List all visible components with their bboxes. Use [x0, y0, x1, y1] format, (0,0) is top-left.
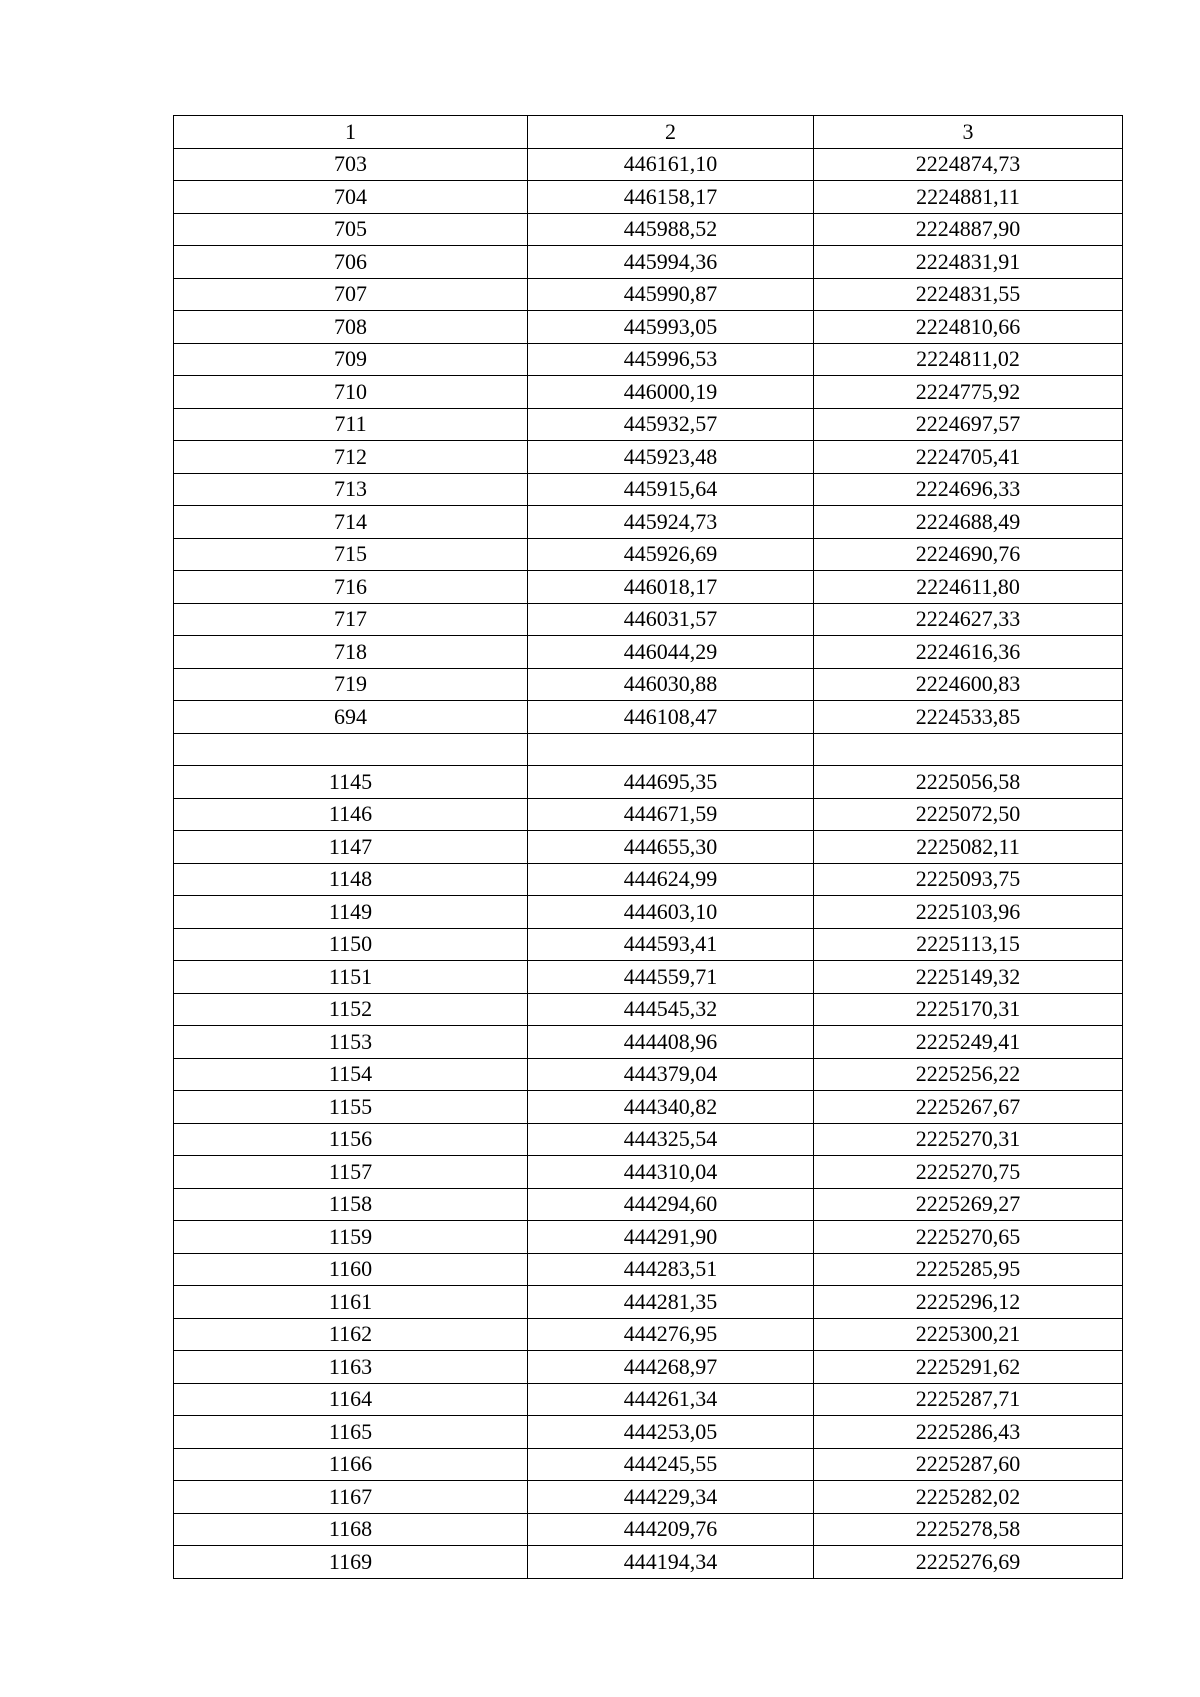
- table-cell-col-2: 444310,04: [528, 1156, 814, 1189]
- table-row: [174, 896, 1123, 929]
- table-cell-col-1: 1164: [174, 1383, 528, 1416]
- column-header-1: 1: [174, 116, 528, 149]
- table-cell-col-3: 2224696,33: [814, 473, 1123, 506]
- table-cell-col-2: 445988,52: [528, 213, 814, 246]
- table-cell-col-1: 1154: [174, 1058, 528, 1091]
- table-cell-col-3: 2225286,43: [814, 1416, 1123, 1449]
- table-cell-col-1: 1159: [174, 1221, 528, 1254]
- table-cell-col-2: 446000,19: [528, 376, 814, 409]
- table-cell-col-2: 444245,55: [528, 1448, 814, 1481]
- table-cell-col-1: 718: [174, 636, 528, 669]
- table-cell-col-3: 2225291,62: [814, 1351, 1123, 1384]
- table-row: [174, 1058, 1123, 1091]
- table-cell-col-3: 2224616,36: [814, 636, 1123, 669]
- table-cell-col-3: 2224705,41: [814, 441, 1123, 474]
- table-row: [174, 993, 1123, 1026]
- table-row: [174, 1091, 1123, 1124]
- table-cell-col-3: 2225287,71: [814, 1383, 1123, 1416]
- table-cell-col-3: 2225093,75: [814, 863, 1123, 896]
- table-row: [174, 1351, 1123, 1384]
- table-cell-col-2: 444194,34: [528, 1546, 814, 1579]
- table-cell-col-3: 2225300,21: [814, 1318, 1123, 1351]
- table-cell-col-3: 2225287,60: [814, 1448, 1123, 1481]
- table-cell-col-3: 2225278,58: [814, 1513, 1123, 1546]
- table-cell-col-1: 710: [174, 376, 528, 409]
- table-cell-col-3: 2225285,95: [814, 1253, 1123, 1286]
- table-cell-col-1: 719: [174, 668, 528, 701]
- table-cell-col-2: 446018,17: [528, 571, 814, 604]
- table-cell-col-1: 1149: [174, 896, 528, 929]
- table-cell-col-1: 1168: [174, 1513, 528, 1546]
- table-cell-col-3: 2225113,15: [814, 928, 1123, 961]
- table-row: [174, 798, 1123, 831]
- table-cell-col-1: 712: [174, 441, 528, 474]
- table-cell-col-2: 445926,69: [528, 538, 814, 571]
- table-cell-col-3: 2225270,65: [814, 1221, 1123, 1254]
- table-cell-col-2: 446158,17: [528, 181, 814, 214]
- table-cell-col-2: 445932,57: [528, 408, 814, 441]
- table-cell-col-2: 444695,35: [528, 766, 814, 799]
- table-row: [174, 831, 1123, 864]
- table-row: [174, 1513, 1123, 1546]
- table-row: [174, 506, 1123, 539]
- table-cell-col-2: 444408,96: [528, 1026, 814, 1059]
- table-cell-col-2: 444545,32: [528, 993, 814, 1026]
- table-row: [174, 538, 1123, 571]
- table-cell-col-1: 1148: [174, 863, 528, 896]
- table-cell-col-1: 707: [174, 278, 528, 311]
- table-cell-col-3: 2224874,73: [814, 148, 1123, 181]
- table-row: [174, 1318, 1123, 1351]
- table-row: [174, 1156, 1123, 1189]
- table-row: [174, 1221, 1123, 1254]
- table-cell-col-1: 1169: [174, 1546, 528, 1579]
- table-cell-col-1: 711: [174, 408, 528, 441]
- table-cell-col-1: 1165: [174, 1416, 528, 1449]
- header-row: [174, 116, 1123, 149]
- table-row: [174, 1448, 1123, 1481]
- table-cell-col-3: 2225249,41: [814, 1026, 1123, 1059]
- table-cell-col-1: 704: [174, 181, 528, 214]
- table-row: [174, 1026, 1123, 1059]
- table-cell-col-2: 444325,54: [528, 1123, 814, 1156]
- table-row: [174, 213, 1123, 246]
- table-cell-col-1: 1151: [174, 961, 528, 994]
- table-cell-col-2: 445990,87: [528, 278, 814, 311]
- table-cell-col-3: [814, 733, 1123, 766]
- table-cell-col-1: 1152: [174, 993, 528, 1026]
- table-cell-col-2: 444276,95: [528, 1318, 814, 1351]
- table-cell-col-3: 2224811,02: [814, 343, 1123, 376]
- table-cell-col-2: 444291,90: [528, 1221, 814, 1254]
- table-cell-col-2: 446108,47: [528, 701, 814, 734]
- table-cell-col-3: 2224775,92: [814, 376, 1123, 409]
- table-cell-col-2: 446030,88: [528, 668, 814, 701]
- table-cell-col-3: 2224533,85: [814, 701, 1123, 734]
- table-cell-col-2: 446031,57: [528, 603, 814, 636]
- table-cell-col-3: 2224611,80: [814, 571, 1123, 604]
- table-cell-col-1: 713: [174, 473, 528, 506]
- table-body: [174, 148, 1123, 1578]
- table-cell-col-2: 444603,10: [528, 896, 814, 929]
- table-cell-col-2: 445915,64: [528, 473, 814, 506]
- table-cell-col-3: 2225103,96: [814, 896, 1123, 929]
- column-header-2: 2: [528, 116, 814, 149]
- table-cell-col-2: 445923,48: [528, 441, 814, 474]
- table-row: [174, 408, 1123, 441]
- table-cell-col-1: 1155: [174, 1091, 528, 1124]
- table-cell-col-3: 2224887,90: [814, 213, 1123, 246]
- table-cell-col-1: 703: [174, 148, 528, 181]
- table-cell-col-2: 445993,05: [528, 311, 814, 344]
- table-row: [174, 246, 1123, 279]
- table-row: [174, 311, 1123, 344]
- table-cell-col-1: 708: [174, 311, 528, 344]
- table-cell-col-2: 444379,04: [528, 1058, 814, 1091]
- table-cell-col-1: 1160: [174, 1253, 528, 1286]
- table-cell-col-3: 2224697,57: [814, 408, 1123, 441]
- table-cell-col-3: 2225270,75: [814, 1156, 1123, 1189]
- table-cell-col-1: 1146: [174, 798, 528, 831]
- table-cell-col-1: 717: [174, 603, 528, 636]
- table-cell-col-1: 715: [174, 538, 528, 571]
- table-cell-col-2: 445996,53: [528, 343, 814, 376]
- table-cell-col-3: 2225072,50: [814, 798, 1123, 831]
- table-cell-col-1: 714: [174, 506, 528, 539]
- table-cell-col-2: 444261,34: [528, 1383, 814, 1416]
- table-cell-col-3: 2224831,55: [814, 278, 1123, 311]
- table-row: [174, 766, 1123, 799]
- table-row: [174, 473, 1123, 506]
- table-cell-col-1: 1158: [174, 1188, 528, 1221]
- table-cell-col-1: 1153: [174, 1026, 528, 1059]
- table-cell-col-2: 444253,05: [528, 1416, 814, 1449]
- table-cell-col-1: [174, 733, 528, 766]
- table-cell-col-2: 444340,82: [528, 1091, 814, 1124]
- table-cell-col-1: 694: [174, 701, 528, 734]
- table-cell-col-2: 444671,59: [528, 798, 814, 831]
- table-row: [174, 1416, 1123, 1449]
- table-cell-col-2: 444593,41: [528, 928, 814, 961]
- table-row: [174, 733, 1123, 766]
- table-cell-col-2: 445994,36: [528, 246, 814, 279]
- table-cell-col-2: 444294,60: [528, 1188, 814, 1221]
- table-cell-col-1: 1162: [174, 1318, 528, 1351]
- table-cell-col-3: 2225269,27: [814, 1188, 1123, 1221]
- table-row: [174, 961, 1123, 994]
- table-row: [174, 1481, 1123, 1514]
- table-cell-col-2: 444209,76: [528, 1513, 814, 1546]
- table-cell-col-1: 1163: [174, 1351, 528, 1384]
- table-cell-col-1: 709: [174, 343, 528, 376]
- table-row: [174, 278, 1123, 311]
- table-cell-col-3: 2225296,12: [814, 1286, 1123, 1319]
- table-cell-col-3: 2224627,33: [814, 603, 1123, 636]
- table-cell-col-3: 2225267,67: [814, 1091, 1123, 1124]
- table-cell-col-3: 2225282,02: [814, 1481, 1123, 1514]
- table-row: [174, 376, 1123, 409]
- table-row: [174, 1188, 1123, 1221]
- table-cell-col-1: 1157: [174, 1156, 528, 1189]
- table-row: [174, 1546, 1123, 1579]
- table-row: [174, 668, 1123, 701]
- table-cell-col-2: 444281,35: [528, 1286, 814, 1319]
- table-cell-col-1: 1156: [174, 1123, 528, 1156]
- table-cell-col-3: 2224831,91: [814, 246, 1123, 279]
- table-cell-col-2: 446161,10: [528, 148, 814, 181]
- table-cell-col-1: 1166: [174, 1448, 528, 1481]
- table-cell-col-1: 706: [174, 246, 528, 279]
- table-row: [174, 1253, 1123, 1286]
- table-cell-col-2: 444283,51: [528, 1253, 814, 1286]
- table-row: [174, 148, 1123, 181]
- table-cell-col-3: 2224881,11: [814, 181, 1123, 214]
- table-row: [174, 343, 1123, 376]
- table-cell-col-3: 2224690,76: [814, 538, 1123, 571]
- table-cell-col-3: 2225170,31: [814, 993, 1123, 1026]
- table-header: [174, 116, 1123, 149]
- table-row: [174, 181, 1123, 214]
- table-cell-col-1: 1150: [174, 928, 528, 961]
- table-row: [174, 571, 1123, 604]
- table-cell-col-3: 2224600,83: [814, 668, 1123, 701]
- table-cell-col-2: [528, 733, 814, 766]
- coordinates-table: [173, 115, 1123, 1579]
- table-cell-col-2: 444559,71: [528, 961, 814, 994]
- table-cell-col-3: 2225056,58: [814, 766, 1123, 799]
- table-cell-col-1: 705: [174, 213, 528, 246]
- table-cell-col-3: 2224688,49: [814, 506, 1123, 539]
- table-cell-col-1: 1147: [174, 831, 528, 864]
- table-cell-col-1: 1145: [174, 766, 528, 799]
- table-cell-col-1: 1161: [174, 1286, 528, 1319]
- table-cell-col-2: 444624,99: [528, 863, 814, 896]
- table-row: [174, 863, 1123, 896]
- table-cell-col-1: 716: [174, 571, 528, 604]
- table-cell-col-3: 2225276,69: [814, 1546, 1123, 1579]
- table-row: [174, 928, 1123, 961]
- table-cell-col-3: 2224810,66: [814, 311, 1123, 344]
- table-row: [174, 441, 1123, 474]
- table-cell-col-3: 2225082,11: [814, 831, 1123, 864]
- table-row: [174, 1286, 1123, 1319]
- table-cell-col-1: 1167: [174, 1481, 528, 1514]
- table-row: [174, 701, 1123, 734]
- table-row: [174, 1123, 1123, 1156]
- table-row: [174, 1383, 1123, 1416]
- table-row: [174, 636, 1123, 669]
- table-cell-col-2: 444268,97: [528, 1351, 814, 1384]
- table-cell-col-2: 444229,34: [528, 1481, 814, 1514]
- column-header-3: 3: [814, 116, 1123, 149]
- table-row: [174, 603, 1123, 636]
- table-cell-col-3: 2225270,31: [814, 1123, 1123, 1156]
- table-cell-col-2: 445924,73: [528, 506, 814, 539]
- table-cell-col-2: 446044,29: [528, 636, 814, 669]
- table-cell-col-2: 444655,30: [528, 831, 814, 864]
- table-cell-col-3: 2225149,32: [814, 961, 1123, 994]
- table-cell-col-3: 2225256,22: [814, 1058, 1123, 1091]
